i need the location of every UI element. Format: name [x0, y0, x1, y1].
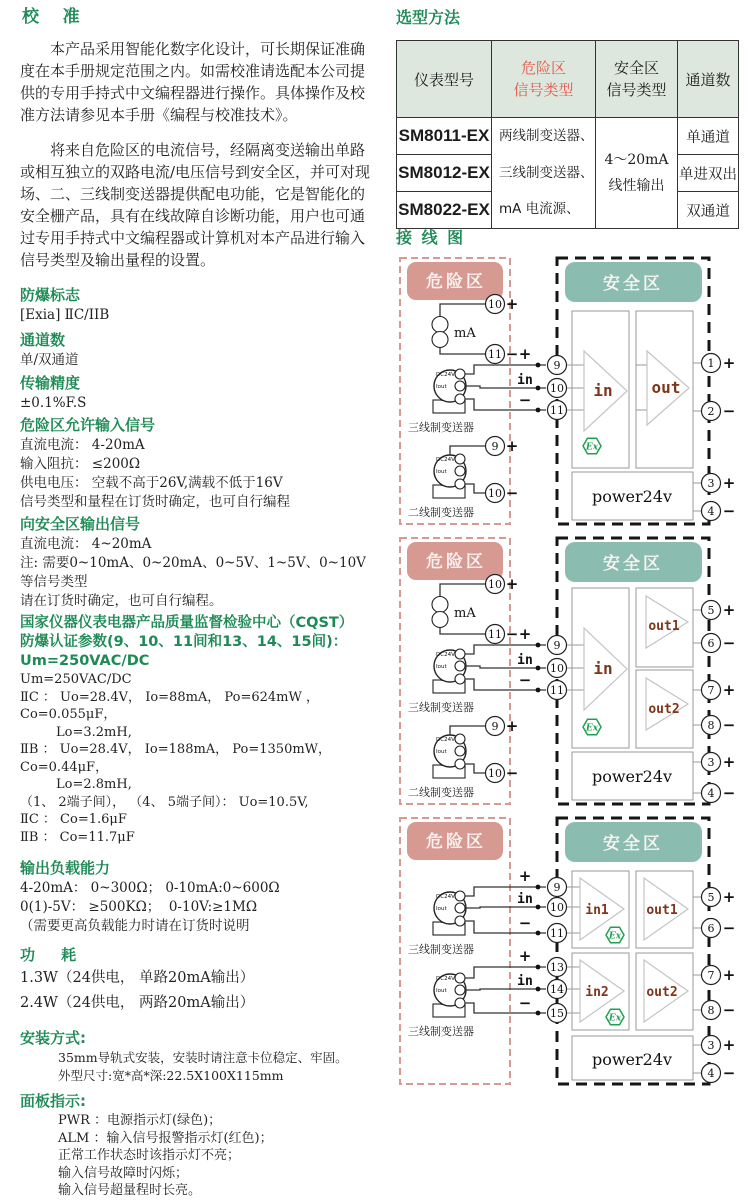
isolator-internals — [566, 588, 703, 800]
two-wire-transmitter — [408, 437, 518, 520]
svg-text:in1: in1 — [585, 903, 609, 918]
table-row — [397, 118, 739, 155]
section-channels — [20, 330, 378, 370]
svg-text:+: + — [722, 1036, 736, 1054]
section-heading: 向安全区输出信号 — [20, 515, 141, 533]
two-wire-transmitter — [408, 717, 518, 800]
svg-text:in: in — [593, 381, 613, 400]
svg-text:+: + — [722, 601, 736, 619]
svg-text:in: in — [517, 653, 533, 668]
svg-text:10: 10 — [488, 298, 502, 311]
section-heading: 防爆标志 — [20, 286, 81, 304]
svg-text:−: − — [722, 716, 736, 734]
ma-label: mA — [454, 606, 476, 621]
svg-text:10: 10 — [550, 662, 564, 675]
spec-line: 4-20mA： 0~300Ω； 0-10mA:0~600Ω — [20, 880, 280, 896]
safe-signal-line: 线性输出 — [608, 178, 665, 194]
spec-line: ⅡC ： Uo=28.4V， Io=88mA， Po=624mW ， Co=0.055μF， — [20, 689, 324, 722]
svg-text:13: 13 — [550, 961, 564, 974]
svg-text:+: + — [722, 354, 736, 372]
svg-text:11: 11 — [488, 348, 502, 361]
svg-text:14: 14 — [550, 983, 564, 996]
section-heading: 输出负载能力 — [20, 859, 111, 877]
page-title: 校 准 — [22, 7, 80, 27]
three-wire-transmitter — [408, 625, 546, 714]
svg-text:5: 5 — [707, 604, 715, 617]
svg-text:−: − — [518, 994, 532, 1012]
table-header-row — [397, 41, 739, 118]
svg-text:8: 8 — [707, 719, 715, 732]
safe-label: 安全区 — [603, 554, 663, 574]
header-model: 仪表型号 — [397, 41, 492, 118]
safe-label: 安全区 — [603, 274, 663, 294]
section-heading: Um=250VAC/DC — [20, 653, 150, 669]
spec-line: 直流电流： 4~20mA — [20, 536, 152, 552]
svg-text:power24v: power24v — [591, 487, 673, 506]
svg-text:9: 9 — [491, 440, 499, 453]
svg-text:−: − — [518, 914, 532, 932]
header-line: 信号类型 — [606, 81, 667, 99]
left-terminals — [548, 356, 567, 420]
section-heading: 防爆认证参数(9、10、11间和13、14、15间)： — [20, 634, 348, 650]
svg-text:+: + — [722, 753, 736, 771]
section-input-signal — [20, 415, 378, 512]
svg-text:11: 11 — [550, 684, 564, 697]
svg-text:+: + — [505, 717, 519, 735]
spec-line: 请在订货时确定，也可自行编程。 — [20, 593, 223, 609]
svg-text:in: in — [517, 892, 533, 907]
svg-text:11: 11 — [550, 404, 564, 417]
svg-text:in: in — [517, 373, 533, 388]
spec-line: Lo=2.8mH, — [56, 777, 132, 792]
svg-text:−: − — [722, 1064, 736, 1082]
section-certification — [20, 614, 378, 846]
svg-text:三线制变送器: 三线制变送器 — [408, 421, 474, 434]
svg-text:1: 1 — [707, 357, 715, 370]
svg-text:−: − — [518, 671, 532, 689]
ma-meter-branch — [432, 575, 518, 644]
svg-text:9: 9 — [553, 881, 561, 894]
section-power-consumption — [20, 945, 378, 1016]
svg-text:out: out — [651, 378, 681, 397]
hazard-type: mA 电流源、 — [499, 201, 580, 217]
svg-text:10: 10 — [488, 767, 502, 780]
svg-text:+: + — [518, 947, 532, 965]
svg-text:out1: out1 — [648, 619, 680, 634]
spec-line: 输入信号超量程时长亮。 — [58, 1183, 202, 1198]
svg-text:三线制变送器: 三线制变送器 — [408, 1025, 474, 1038]
section-accuracy — [20, 373, 378, 413]
hazard-label: 危险区 — [426, 832, 486, 852]
spec-line: 供电电压： 空载不高于26V,满载不低于16V — [20, 475, 283, 491]
spec-line: PWR ：电源指示灯(绿色)； — [58, 1113, 222, 1128]
spec-line: 输入阻抗： ≤200Ω — [20, 456, 141, 472]
spec-line: 输入信号故障时闪烁； — [58, 1165, 189, 1181]
section-heading: 功 耗 — [20, 946, 77, 964]
svg-text:3: 3 — [707, 756, 715, 769]
svg-text:+: + — [722, 966, 736, 984]
section-panel-indicators — [20, 1091, 378, 1200]
svg-text:15: 15 — [550, 1007, 564, 1020]
header-line: 信号类型 — [513, 81, 574, 99]
svg-text:4: 4 — [707, 505, 715, 518]
isolator-internals — [566, 871, 703, 1080]
three-wire-transmitter-2 — [408, 947, 546, 1038]
svg-text:10: 10 — [550, 382, 564, 395]
header-line: 危险区 — [520, 59, 566, 77]
svg-text:4: 4 — [707, 787, 715, 800]
three-wire-transmitter — [408, 345, 546, 434]
section-output-signal — [20, 514, 378, 611]
spec-line: ⅡB ： Co=11.7μF — [20, 829, 135, 845]
ma-label: mA — [454, 326, 476, 341]
svg-text:+: + — [518, 625, 532, 643]
section-heading: 安装方式: — [20, 1029, 86, 1047]
svg-text:in: in — [593, 659, 613, 678]
safe-signal-line: 4～20mA — [604, 152, 669, 168]
section-heading: 传输精度 — [20, 374, 81, 392]
svg-text:+: + — [518, 345, 532, 363]
svg-text:in: in — [517, 974, 533, 989]
spec-line: 信号类型和量程在订货时确定，也可自行编程 — [20, 494, 290, 510]
svg-text:3: 3 — [707, 1039, 715, 1052]
svg-text:9: 9 — [553, 359, 561, 372]
model-cell: SM8011-EX — [397, 118, 492, 155]
spec-line: 正常工作状态时该指示灯不亮； — [58, 1148, 241, 1163]
wiring-diagram-3 — [394, 816, 748, 1088]
svg-text:10: 10 — [488, 487, 502, 500]
model-selection-table — [396, 40, 739, 229]
section-load-capacity — [20, 858, 378, 936]
safe-signal-cell — [596, 118, 678, 229]
hazard-signal-cell — [492, 118, 596, 229]
spec-line: 直流电流： 4-20mA — [20, 437, 145, 453]
svg-text:+: + — [505, 575, 519, 593]
wiring-diagram-2 — [394, 536, 748, 808]
svg-text:−: − — [722, 634, 736, 652]
svg-text:+: + — [722, 474, 736, 492]
isolator-internals — [566, 311, 703, 520]
channels-cell: 单进双出 — [678, 155, 739, 192]
svg-text:−: − — [722, 784, 736, 802]
svg-text:+: + — [505, 295, 519, 313]
svg-text:7: 7 — [707, 684, 715, 697]
spec-line: （需要更高负载能力时请在订货时说明 — [20, 918, 250, 934]
hazard-type: 两线制变送器、 — [499, 128, 594, 144]
svg-text:9: 9 — [491, 720, 499, 733]
svg-text:8: 8 — [707, 1004, 715, 1017]
channels-cell: 双通道 — [678, 192, 739, 229]
svg-text:10: 10 — [488, 578, 502, 591]
left-column — [20, 6, 378, 1200]
svg-text:−: − — [505, 764, 519, 782]
right-terminals — [702, 888, 736, 1083]
spec-line: 外型尺寸:宽*高*深:22.5X100X115mm — [58, 1068, 284, 1083]
svg-text:−: − — [505, 345, 519, 363]
svg-text:+: + — [518, 867, 532, 885]
svg-text:4: 4 — [707, 1067, 715, 1080]
spec-line: [Exia] ⅡC/IIB — [20, 307, 110, 323]
svg-text:二线制变送器: 二线制变送器 — [408, 786, 474, 799]
svg-text:out2: out2 — [646, 985, 678, 1000]
svg-text:二线制变送器: 二线制变送器 — [408, 506, 474, 519]
svg-text:+: + — [722, 681, 736, 699]
svg-text:6: 6 — [707, 637, 715, 650]
hazard-label: 危险区 — [426, 552, 486, 572]
spec-line: ±0.1%F.S — [20, 395, 87, 411]
three-wire-transmitter-1 — [408, 867, 546, 956]
spec-line: 注: 需要0~10mA、0~20mA、0~5V、1~5V、0~10V等信号类型 — [20, 555, 366, 590]
section-heading: 通道数 — [20, 331, 66, 349]
right-terminals — [702, 354, 736, 521]
svg-text:−: − — [722, 402, 736, 420]
hazard-type: 三线制变送器、 — [499, 164, 594, 181]
selection-method-title: 选型方法 — [396, 8, 461, 27]
svg-text:6: 6 — [707, 922, 715, 935]
svg-text:9: 9 — [553, 639, 561, 652]
ma-meter-branch — [432, 295, 518, 364]
svg-text:power24v: power24v — [591, 767, 673, 786]
intro-paragraph: 本产品采用智能化数字化设计，可长期保证准确度在本手册规定范围之内。如需校准请选配本公司提供的专用手持式中文编程器进行操作。具体操作及校准方法请参见本手册《编程与校准技术》。 — [20, 40, 366, 124]
channels-cell: 单通道 — [678, 118, 739, 155]
header-safe-signal — [596, 41, 678, 118]
spec-line: 35mm导轨式安装，安装时请注意卡位稳定、牢固。 — [58, 1050, 348, 1065]
svg-text:−: − — [505, 484, 519, 502]
spec-line: ⅡC ： Co=1.6μF — [20, 812, 127, 827]
svg-text:−: − — [722, 919, 736, 937]
hazard-label: 危险区 — [426, 272, 486, 292]
svg-text:2: 2 — [707, 405, 715, 418]
spec-line: （1、 2端子间）， （4、 5端子间）： Uo=10.5V, — [20, 794, 309, 810]
svg-text:11: 11 — [550, 927, 564, 940]
svg-text:3: 3 — [707, 477, 715, 490]
svg-text:三线制变送器: 三线制变送器 — [408, 701, 474, 714]
spec-line: 0(1)-5V： ≥500KΩ； 0-10V:≥1MΩ — [20, 899, 258, 915]
svg-text:+: + — [505, 437, 519, 455]
svg-text:−: − — [505, 625, 519, 643]
left-terminals — [548, 636, 567, 700]
section-heading: 面板指示: — [20, 1092, 86, 1110]
safe-label: 安全区 — [603, 834, 663, 854]
svg-text:−: − — [722, 502, 736, 520]
svg-text:−: − — [518, 391, 532, 409]
svg-text:out2: out2 — [648, 702, 680, 717]
svg-text:+: + — [722, 888, 736, 906]
function-paragraph: 将来自危险区的电流信号，经隔离变送输出单路或相互独立的双路电流/电压信号到安全区，并可对现场、二、三线制变送器提供配电功能，它是智能化的安全栅产品，具有在线故障自诊断功能，用户也可通过专用手持式中文编程器或计算机对本产品进行输入信号类型及输出量程的设置。 — [20, 141, 371, 269]
wiring-diagram-title: 接 线 图 — [396, 228, 466, 247]
section-heading: 危险区允许输入信号 — [20, 416, 156, 434]
spec-line: 单/双通道 — [20, 352, 79, 368]
svg-text:10: 10 — [550, 901, 564, 914]
spec-line: ⅡB ： Uo=28.4V， Io=188mA， Po=1350mW， Co=0.44μF， — [20, 742, 340, 775]
wiring-diagram-1 — [394, 256, 748, 528]
svg-text:5: 5 — [707, 891, 715, 904]
svg-text:power24v: power24v — [591, 1050, 673, 1069]
svg-text:−: − — [722, 1001, 736, 1019]
spec-line: Um=250VAC/DC — [20, 672, 132, 687]
model-cell: SM8022-EX — [397, 192, 492, 229]
section-explosion-mark — [20, 285, 378, 325]
spec-line: Lo=3.2mH, — [56, 724, 132, 740]
svg-text:7: 7 — [707, 969, 715, 982]
section-heading: 国家仪器仪表电器产品质量监督检验中心（CQST） — [20, 615, 354, 631]
svg-text:三线制变送器: 三线制变送器 — [408, 943, 474, 956]
section-installation — [20, 1028, 378, 1085]
header-line: 安全区 — [613, 59, 659, 77]
right-terminals — [702, 601, 736, 803]
svg-text:out1: out1 — [646, 903, 678, 918]
svg-text:11: 11 — [488, 628, 502, 641]
svg-text:in2: in2 — [585, 985, 609, 1000]
header-channels: 通道数 — [678, 41, 739, 118]
spec-line: 1.3W（24供电， 单路20mA输出） — [20, 970, 255, 986]
spec-line: 2.4W（24供电， 两路20mA输出） — [20, 995, 255, 1011]
spec-line: ALM ：输入信号报警指示灯(红色)； — [58, 1130, 273, 1146]
header-hazard-signal — [492, 41, 596, 118]
model-cell: SM8012-EX — [397, 155, 492, 192]
